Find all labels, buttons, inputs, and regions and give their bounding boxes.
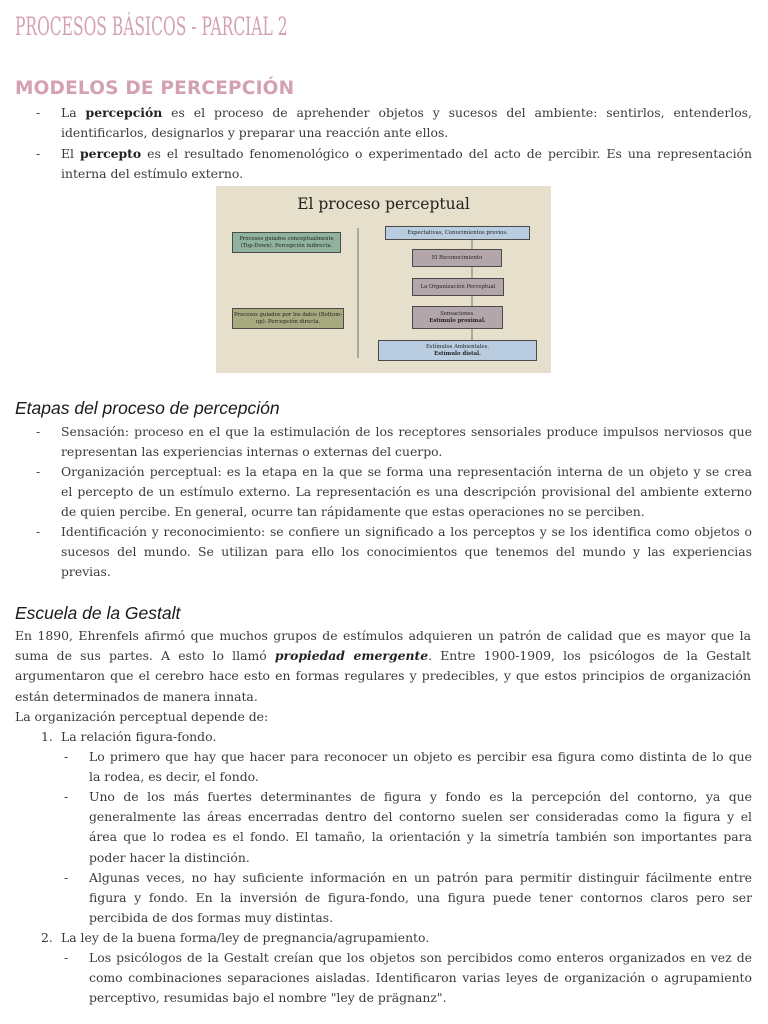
bullet-line: perceptivo, resumidas bajo el nombre "ley de prägnanz". xyxy=(89,990,447,1006)
box-label-bold: Estímulo distal. xyxy=(434,350,481,357)
bullet-line: de quien percibe. En general, ocurre tan rápidamente que estas operaciones no se perciben. xyxy=(61,504,645,520)
text-span: La xyxy=(61,105,77,120)
list-item-buena-forma: La ley de la buena forma/ley de pregnancia/agrupamiento. xyxy=(61,930,430,945)
bullet-line: previas. xyxy=(61,564,111,580)
proceso-perceptual-diagram xyxy=(216,186,551,373)
subbullet xyxy=(64,948,752,1010)
bullet-line: Uno de los más fuertes determinantes de figura y fondo es la percepción del contorno, ya que xyxy=(89,789,752,804)
bullet-dash: - xyxy=(36,424,41,439)
section-title-modelos: MODELOS DE PERCEPCIÓN xyxy=(15,78,295,99)
bullet-line: Organización perceptual: es la etapa en la que se forma una representación interna de un objeto y se crea xyxy=(61,464,752,479)
bullet-line xyxy=(61,103,752,123)
bullet-line: Sensación: proceso en el que la estimulación de los receptores sensoriales produce impulsos nerviosos que xyxy=(61,424,752,439)
list-number: 2. xyxy=(41,930,53,945)
bullet-percepcion xyxy=(36,103,752,145)
box-label: El Reconocimiento xyxy=(431,254,483,261)
box-organizacion xyxy=(412,278,504,296)
bullet-line: como combinaciones separaciones aisladas. Identificaron varias leyes de organización o agrupamiento xyxy=(89,970,752,986)
bullet-line: poder hacer la distinción. xyxy=(89,849,250,865)
box-label: Procesos guiados conceptualmente (Top-Down). Percepción indirecta. xyxy=(239,236,334,249)
paragraph-line: están determinados de manera innata. xyxy=(15,688,258,704)
term-percepcion: percepción xyxy=(85,105,163,120)
bullet-line xyxy=(61,144,752,164)
list-number: 1. xyxy=(41,729,53,744)
bullet-line: área que lo rodea es el fondo. El tamaño, la orientación y la simetría también son importantes para xyxy=(89,829,752,845)
box-label: Expectativas, Conocimientos previos. xyxy=(407,229,508,236)
bullet-dash: - xyxy=(64,950,69,965)
paragraph-line: argumentaron que el cerebro hace esto en formas regulares y predecibles, y que estos principios de organización xyxy=(15,668,751,684)
box-estimulos xyxy=(378,340,537,361)
bullet-dash: - xyxy=(64,789,69,804)
text-span: . Entre 1900-1909, los psicólogos de la Gestalt xyxy=(428,648,751,664)
bullet-line: Lo primero que hay que hacer para reconocer un objeto es percibir esa figura como distinta de lo que xyxy=(89,749,752,764)
paragraph-line: En 1890, Ehrenfels afirmó que muchos grupos de estímulos adquieren un patrón de calidad que es mayor que la xyxy=(15,628,751,643)
subbullet xyxy=(64,787,752,869)
bullet-sensacion xyxy=(36,422,752,464)
bullet-line: generalmente las áreas encerradas dentro del contorno suelen ser consideradas como la figura y el xyxy=(89,809,752,825)
box-label: Sensaciones. xyxy=(440,311,475,318)
paragraph-organizacion: La organización perceptual depende de: xyxy=(15,708,269,724)
bullet-organizacion xyxy=(36,462,752,524)
bullet-percepto xyxy=(36,144,752,186)
term-percepto: percepto xyxy=(80,146,142,161)
bullet-line: representan las experiencias internas o externas del cuerpo. xyxy=(61,444,443,460)
bullet-dash: - xyxy=(64,870,69,885)
paragraph-ehrenfels xyxy=(15,626,751,727)
text-span: es el proceso de aprehender objetos y sucesos del ambiente: sentirlos, entenderlos, xyxy=(171,105,752,120)
subbullet xyxy=(64,747,752,789)
bullet-dash: - xyxy=(36,524,41,539)
term-propiedad-emergente: propiedad emergente xyxy=(274,648,429,664)
box-label: La Organización Perceptual xyxy=(420,283,496,290)
bullet-line: el percepto de un estímulo externo. La representación es una descripción provisional del ambiente externo xyxy=(61,484,752,500)
box-reconocimiento xyxy=(412,249,502,267)
box-label-bold: Estímulo proximal. xyxy=(429,317,486,324)
box-sensaciones xyxy=(412,306,503,329)
text-span: suma de sus partes. A esto lo llamó xyxy=(15,648,267,664)
bullet-dash: - xyxy=(36,146,41,161)
heading-etapas: Etapas del proceso de percepción xyxy=(15,398,280,418)
bullet-line: Los psicólogos de la Gestalt creían que los objetos son percibidos como enteros organizados en vez de xyxy=(89,950,752,965)
bullet-line: identificarlos, designarlos y preparar una reacción ante ellos. xyxy=(61,125,449,141)
text-span: El xyxy=(61,146,75,161)
text-span: es el resultado fenomenológico o experimentado del acto de percibir. Es una representación xyxy=(147,146,752,161)
diagram-title: El proceso perceptual xyxy=(297,195,470,213)
box-label: Procesos guiados por los datos (Bottom-up). Percepción directa. xyxy=(233,312,343,325)
subbullet xyxy=(64,868,752,930)
box-expectativas xyxy=(385,226,530,240)
paragraph-line xyxy=(15,646,751,666)
bullet-line: sucesos del mundo. Se utilizan para ello los conocimientos que tenemos del mundo y las experiencias xyxy=(61,544,752,560)
bullet-identificacion xyxy=(36,522,752,584)
bullet-dash: - xyxy=(64,749,69,764)
bullet-dash: - xyxy=(36,464,41,479)
list-item-figura-fondo: La relación figura-fondo. xyxy=(61,729,217,744)
bullet-line: percibida de dos formas muy distintas. xyxy=(89,910,334,926)
bullet-line: Identificación y reconocimiento: se confiere un significado a los perceptos y se los identifica como objetos o xyxy=(61,524,752,539)
box-label: Estímulos Ambientales. xyxy=(425,344,490,351)
bullet-line: la rodea, es decir, el fondo. xyxy=(89,769,259,785)
bullet-dash: - xyxy=(36,105,41,120)
bullet-line: interna del estímulo externo. xyxy=(61,166,244,182)
page-title: PROCESOS BÁSICOS - PARCIAL 2 xyxy=(15,12,288,41)
bullet-line: figura y fondo. En la inversión de figura-fondo, una figura puede tener contornos claros pero ser xyxy=(89,890,752,906)
heading-gestalt: Escuela de la Gestalt xyxy=(15,603,181,623)
bullet-line: Algunas veces, no hay suficiente información en un patrón para permitir distinguir fácilmente entre xyxy=(89,870,752,885)
